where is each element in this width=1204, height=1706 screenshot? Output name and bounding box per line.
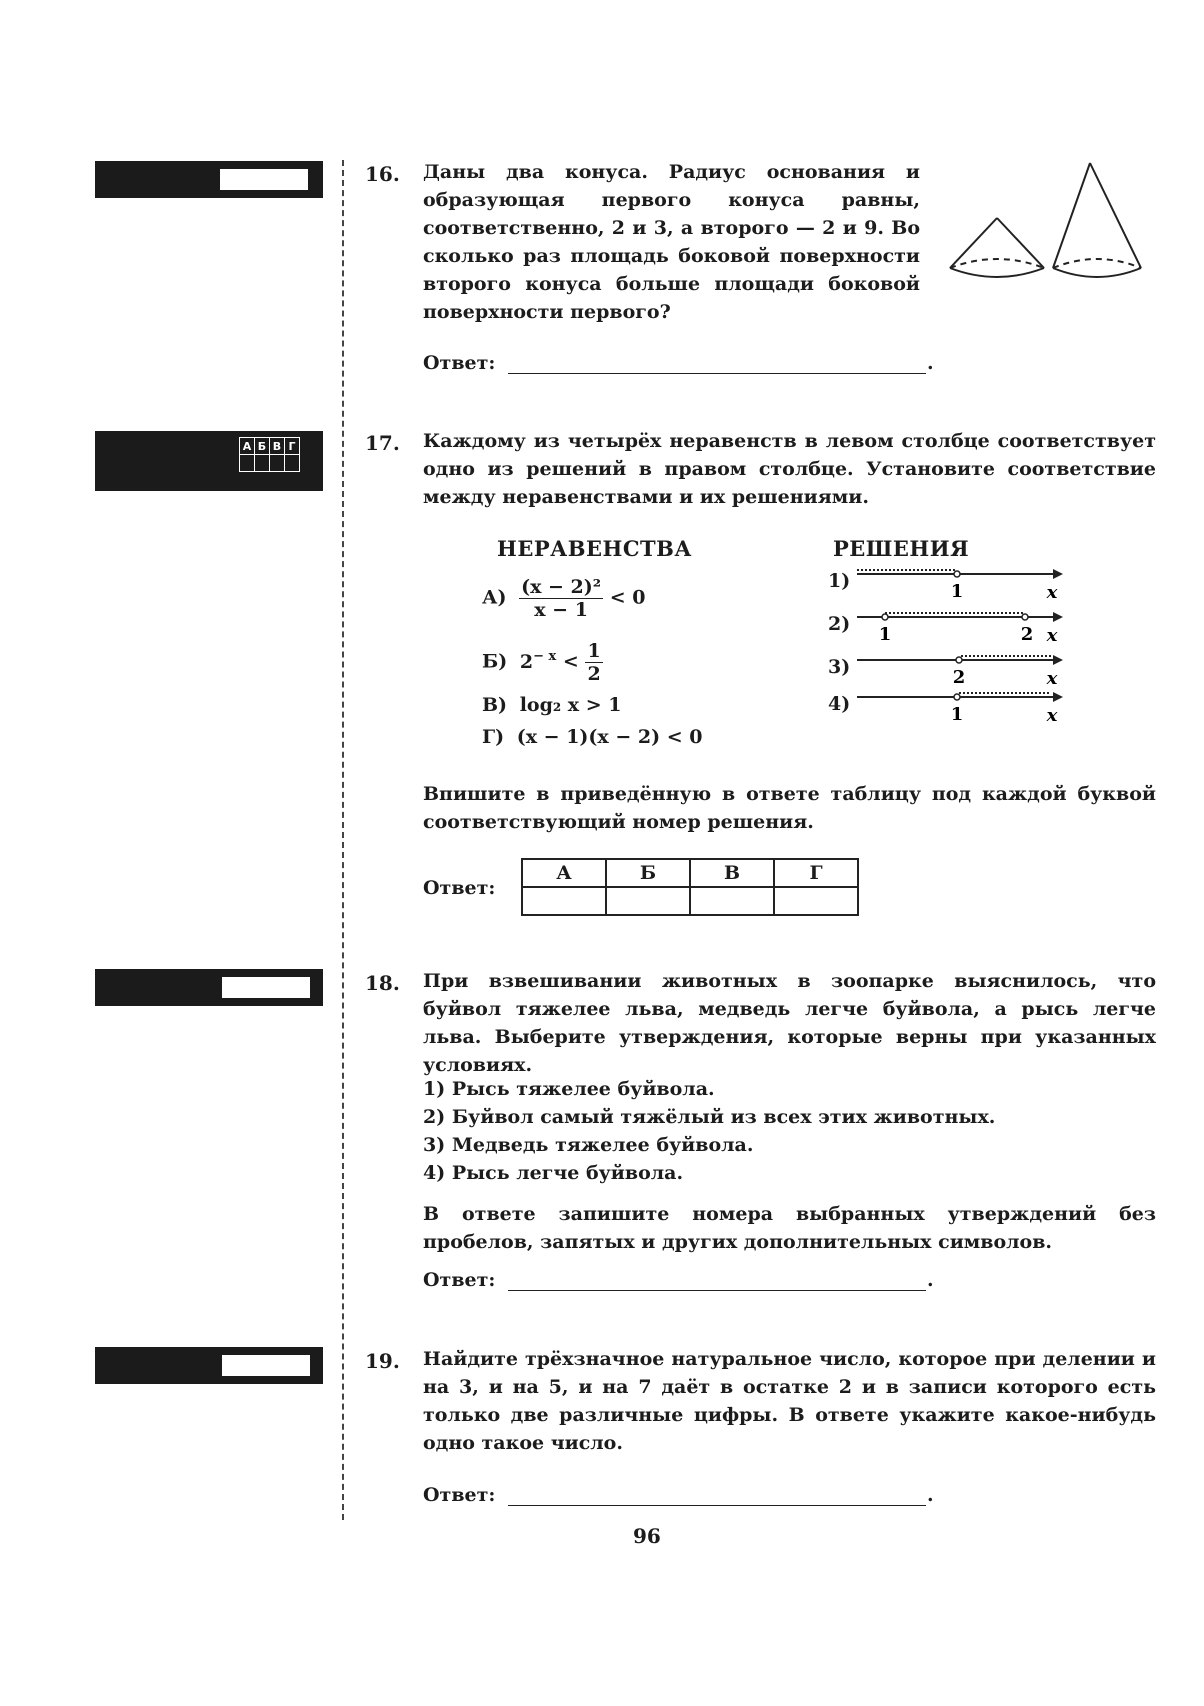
answer-table-header: А xyxy=(522,859,606,887)
cones-illustration xyxy=(945,158,1150,288)
solution-4-label: 4) xyxy=(828,693,851,715)
solution-4-axis: x xyxy=(1046,705,1058,725)
question-17-number: 17. xyxy=(365,431,400,455)
statement-2: 2) Буйвол самый тяжёлый из всех этих животных. xyxy=(423,1106,996,1128)
grid-cell[interactable] xyxy=(270,455,285,472)
answer-box-16-cell[interactable] xyxy=(219,168,309,191)
grid-cell[interactable] xyxy=(285,455,300,472)
statement-1: 1) Рысь тяжелее буйвола. xyxy=(423,1078,715,1100)
large-cone xyxy=(1053,163,1141,277)
inequality-a-fraction xyxy=(519,576,603,621)
answer-table-cell[interactable] xyxy=(522,887,606,915)
solution-1-tick: 1 xyxy=(950,581,964,602)
inequality-d-label: Г) xyxy=(482,726,505,748)
question-19-number: 19. xyxy=(365,1349,400,1373)
solution-2-tick-2: 2 xyxy=(1020,624,1034,645)
answer-table-cell[interactable] xyxy=(606,887,690,915)
period: . xyxy=(927,352,934,374)
question-16-text: Даны два конуса. Радиус основания и образующая первого конуса равны, соответственно, 2 и 3, а второго — 2 и 9. Во сколько раз площадь боковой поверхности второго конуса больше площади боковой поверхности первого? xyxy=(423,161,920,323)
inequality-b-exponent: − x xyxy=(533,649,557,665)
solution-3-axis: x xyxy=(1046,668,1058,688)
question-17-text: Каждому из четырёх неравенств в левом столбце соответствует одно из решений в правом столбце. Установите соответствие между неравенствами и их решениями. xyxy=(423,430,1156,508)
question-19-answer-label: Ответ: xyxy=(423,1484,496,1506)
answer-table-header: Г xyxy=(774,859,858,887)
inequality-c-label: В) xyxy=(482,694,508,716)
answer-table-cell[interactable] xyxy=(774,887,858,915)
question-19-answer-field[interactable] xyxy=(508,1505,926,1506)
answer-box-18-cell[interactable] xyxy=(221,976,311,999)
question-16-answer-label: Ответ: xyxy=(423,352,496,374)
answer-box-17-grid[interactable] xyxy=(239,437,300,472)
question-18-answer-label: Ответ: xyxy=(423,1269,496,1291)
answer-box-16 xyxy=(95,161,323,198)
page-number: 96 xyxy=(633,1524,661,1548)
statement-4: 4) Рысь легче буйвола. xyxy=(423,1162,684,1184)
answer-table-header: В xyxy=(690,859,774,887)
answer-box-17 xyxy=(95,431,323,491)
solution-4-number-line xyxy=(855,685,1065,725)
inequality-b xyxy=(482,640,603,685)
question-17-answer-table xyxy=(521,858,859,916)
inequality-a-label: А) xyxy=(482,586,507,609)
inequality-a-numerator: (x − 2)² xyxy=(521,576,602,598)
statement-3: 3) Медведь тяжелее буйвола. xyxy=(423,1134,754,1156)
grid-letter: Г xyxy=(285,438,300,455)
inequality-c xyxy=(482,694,622,716)
inequality-b-numerator: 1 xyxy=(587,640,601,662)
solution-1-number-line xyxy=(855,562,1065,602)
grid-cell[interactable] xyxy=(240,455,255,472)
answer-box-18 xyxy=(95,969,323,1006)
cut-line xyxy=(342,160,344,1520)
grid-letter: Б xyxy=(255,438,270,455)
grid-letter: А xyxy=(240,438,255,455)
solution-1-axis: x xyxy=(1046,582,1058,602)
question-17-answer-label: Ответ: xyxy=(423,877,496,899)
grid-letter: В xyxy=(270,438,285,455)
solution-1-label: 1) xyxy=(828,570,851,592)
question-18-number: 18. xyxy=(365,971,400,995)
inequality-c-expr: log₂ x > 1 xyxy=(519,694,622,716)
solutions-heading: РЕШЕНИЯ xyxy=(833,536,970,561)
question-16-answer-field[interactable] xyxy=(508,373,926,374)
inequality-b-denominator: 2 xyxy=(587,663,601,685)
solution-2-axis: x xyxy=(1046,625,1058,645)
inequalities-heading: НЕРАВЕНСТВА xyxy=(497,536,693,561)
inequality-d-expr: (x − 1)(x − 2) < 0 xyxy=(516,726,703,748)
solution-3-tick: 2 xyxy=(952,667,966,688)
inequality-b-relation: < xyxy=(562,650,579,673)
inequality-a-denominator: x − 1 xyxy=(534,599,588,621)
question-19-text: Найдите трёхзначное натуральное число, которое при делении и на 3, и на 5, и на 7 даёт в остатке 2 и в записи которого есть только две различные цифры. В ответе укажите какое-нибудь одно такое число. xyxy=(423,1348,1156,1454)
solution-2-number-line xyxy=(855,605,1065,645)
period: . xyxy=(927,1269,934,1291)
grid-cell[interactable] xyxy=(255,455,270,472)
inequality-b-label: Б) xyxy=(482,650,508,673)
question-16-number: 16. xyxy=(365,162,400,186)
solution-2-tick-1: 1 xyxy=(878,624,892,645)
period: . xyxy=(927,1484,934,1506)
solution-4-tick: 1 xyxy=(950,704,964,725)
question-17-instruction: Впишите в приведённую в ответе таблицу под каждой буквой соответствующий номер решения. xyxy=(423,783,1156,833)
inequality-a xyxy=(482,576,645,621)
answer-table-header: Б xyxy=(606,859,690,887)
solution-3-number-line xyxy=(855,648,1065,688)
answer-box-19 xyxy=(95,1347,323,1384)
inequality-b-base: 2 xyxy=(519,650,534,673)
inequality-b-fraction xyxy=(585,640,602,685)
inequality-d xyxy=(482,726,702,748)
answer-table-cell[interactable] xyxy=(690,887,774,915)
question-18-text: При взвешивании животных в зоопарке выяснилось, что буйвол тяжелее льва, медведь легче буйвола, а рысь легче льва. Выберите утверждения, которые верны при указанных условиях. xyxy=(423,970,1156,1076)
question-18-instruction: В ответе запишите номера выбранных утверждений без пробелов, запятых и других дополнительных символов. xyxy=(423,1203,1156,1253)
small-cone xyxy=(950,218,1044,277)
solution-3-label: 3) xyxy=(828,656,851,678)
question-18-answer-field[interactable] xyxy=(508,1290,926,1291)
answer-box-19-cell[interactable] xyxy=(221,1354,311,1377)
inequality-a-relation: < 0 xyxy=(609,586,646,609)
solution-2-label: 2) xyxy=(828,613,851,635)
